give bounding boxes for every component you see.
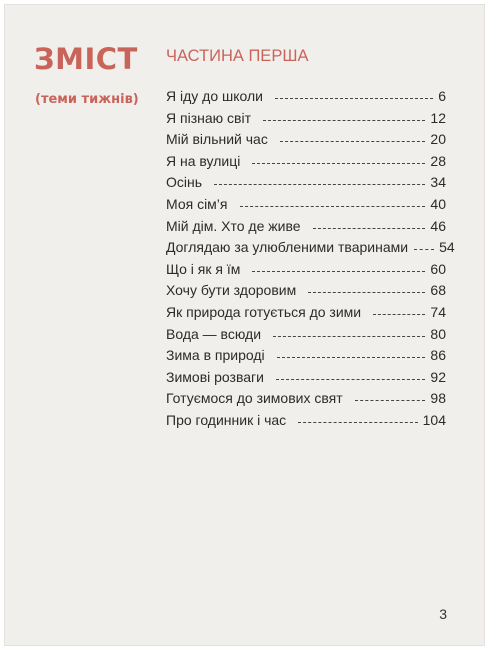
toc-entry	[166, 131, 446, 153]
part-title: ЧАСТИНА ПЕРША	[166, 47, 309, 65]
toc-entry-page: 34	[430, 174, 446, 191]
dotted-leader	[214, 184, 425, 185]
toc-entry	[166, 88, 446, 110]
toc-entry	[166, 412, 446, 434]
toc-entry-page: 98	[430, 390, 446, 407]
toc-entry-page: 20	[430, 131, 446, 148]
toc-entry	[166, 261, 446, 283]
toc-entry-page: 28	[430, 152, 446, 169]
dotted-leader	[355, 400, 426, 401]
toc-entry	[166, 347, 446, 369]
toc-entry-title: Хочу бути здоровим	[166, 282, 297, 299]
dotted-leader	[252, 163, 425, 164]
toc-entry-page: 68	[430, 282, 446, 299]
contents-subtitle: (теми тижнів)	[35, 92, 139, 107]
toc-entry-page: 6	[438, 88, 446, 104]
dotted-leader	[276, 379, 425, 380]
toc-entry-page: 104	[422, 411, 446, 428]
dotted-leader	[273, 336, 425, 337]
dotted-leader	[275, 98, 433, 99]
toc-entry-page: 12	[430, 109, 446, 126]
toc-entry-title: Мій дім. Хто де живе	[166, 217, 301, 234]
toc-entry	[166, 196, 446, 218]
toc-entry-title: Моя сім’я	[166, 195, 228, 212]
dotted-leader	[298, 422, 417, 423]
toc-entry-title: Зима в природі	[166, 347, 265, 364]
toc-entry	[166, 390, 446, 412]
toc-entry-title: Що і як я їм	[166, 260, 241, 277]
toc-entry-title: Я на вулиці	[166, 152, 241, 169]
toc-entry-page: 40	[430, 195, 446, 212]
toc-entry	[166, 369, 446, 391]
toc-entry-page: 92	[430, 368, 446, 385]
contents-heading: ЗМІСТ	[34, 42, 138, 76]
toc-entry-page: 80	[430, 325, 446, 342]
toc-entry-title: Я пізнаю світ	[166, 109, 251, 126]
toc-entry-page: 46	[430, 217, 446, 234]
toc-entry	[166, 282, 446, 304]
toc-entry-title: Зимові розваги	[166, 368, 264, 385]
toc-entry-page: 54	[439, 239, 455, 256]
toc-entry-title: Готуємося до зимових свят	[166, 390, 343, 407]
toc-entry-title: Осінь	[166, 174, 203, 191]
dotted-leader	[263, 120, 425, 121]
dotted-leader	[280, 141, 426, 142]
toc-entry-title: Як природа готується до зими	[166, 303, 362, 320]
dotted-leader	[313, 228, 426, 229]
book-page	[4, 4, 485, 646]
dotted-leader	[308, 292, 425, 293]
dotted-leader	[373, 314, 425, 315]
toc-entry	[166, 110, 446, 132]
dotted-leader	[414, 249, 434, 250]
dotted-leader	[240, 206, 426, 207]
toc-entry-page: 60	[430, 260, 446, 277]
toc-entry-title: Про годинник і час	[166, 411, 287, 428]
toc-entry-title: Вода — всюди	[166, 325, 262, 342]
dotted-leader	[252, 271, 425, 272]
toc-entry-title: Мій вільний час	[166, 131, 268, 148]
toc-entry-page: 86	[430, 347, 446, 364]
toc-entry	[166, 174, 446, 196]
page-number: 3	[439, 606, 447, 622]
table-of-contents	[166, 88, 455, 434]
toc-entry-page: 74	[430, 303, 446, 320]
toc-entry	[166, 153, 446, 175]
toc-entry	[166, 326, 446, 348]
toc-entry	[166, 239, 455, 261]
toc-entry-title: Я іду до школи	[166, 88, 263, 104]
toc-entry	[166, 304, 446, 326]
toc-entry-title: Доглядаю за улюбленими тваринами	[166, 239, 409, 256]
dotted-leader	[277, 357, 426, 358]
toc-entry	[166, 218, 446, 240]
